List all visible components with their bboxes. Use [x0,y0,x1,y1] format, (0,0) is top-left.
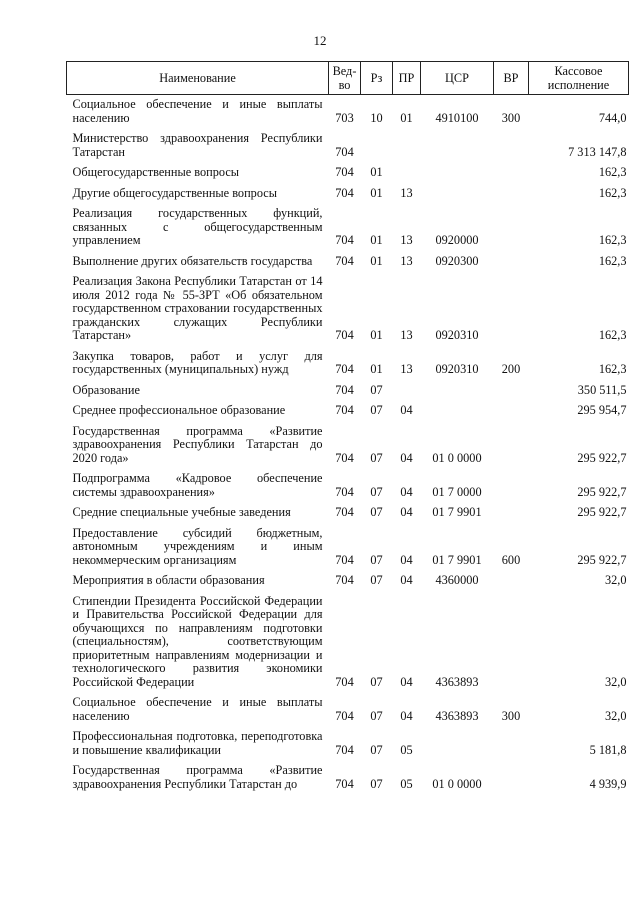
table-row [67,347,629,381]
row-ved: 704 [335,505,354,519]
table-row [67,571,629,592]
row-rz: 01 [370,362,383,376]
row-csr: 4910100 [435,110,479,125]
row-pr: 13 [400,233,413,247]
row-vr [494,252,529,273]
row-csr: 01 7 9901 [432,505,482,519]
row-vr [494,381,529,402]
row-amount: 162,3 [598,165,627,179]
header-vr: ВР [494,62,529,95]
row-ved: 704 [335,362,354,376]
row-vr [494,163,529,184]
row-rz: 07 [370,382,383,397]
table-row [67,401,629,422]
row-csr: 4363893 [435,708,479,723]
row-name: Социальное обеспечение и иные выплаты населению [72,695,323,723]
table-row [67,381,629,402]
row-name: Социальное обеспечение и иные выплаты населению [72,97,323,125]
row-amount: 32,0 [604,674,627,689]
row-rz: 07 [370,403,383,417]
row-name: Реализация государственных функций, связанных с общегосударственным управлением [72,206,323,247]
row-csr: 01 7 9901 [432,552,482,567]
row-name: Образование [72,382,140,397]
row-amount: 162,3 [598,253,627,268]
row-rz: 07 [370,450,383,465]
row-vr: 600 [501,552,521,567]
row-amount: 295 954,7 [577,403,627,417]
row-ved: 704 [335,185,354,200]
row-name: Государственная программа «Развитие здравоохранения Республики Татарстан до [72,763,323,791]
row-amount: 295 922,7 [577,505,627,519]
row-ved: 704 [335,674,354,689]
row-vr [494,592,529,694]
row-ved: 704 [335,776,354,791]
row-amount: 32,0 [604,573,627,587]
row-amount: 295 922,7 [577,450,627,465]
row-csr [421,381,494,402]
row-vr [494,469,529,503]
row-name: Предоставление субсидий бюджетным, автономным учреждениям и иным некоммерческим организациям [72,525,323,567]
row-rz: 07 [370,776,383,791]
row-amount: 32,0 [604,708,627,723]
row-pr: 05 [400,742,413,757]
row-name: Среднее профессиональное образование [72,403,286,417]
row-pr: 13 [400,253,413,268]
row-ved: 703 [335,110,354,125]
table-row [67,422,629,470]
table-row [67,503,629,524]
row-ved: 704 [335,450,354,465]
table-row [67,272,629,347]
row-rz: 07 [370,552,383,567]
table-header-row [67,62,629,95]
row-pr: 05 [400,776,413,791]
row-amount: 4 939,9 [589,776,627,791]
row-csr: 01 0 0000 [432,450,482,465]
row-csr: 4363893 [435,674,479,689]
row-rz: 07 [370,742,383,757]
header-ved: Вед- во [329,62,361,95]
row-name: Общегосударственные вопросы [72,165,240,179]
row-ved: 704 [335,484,354,499]
table-row [67,163,629,184]
table-row [67,184,629,205]
row-csr: 0920310 [435,328,479,342]
row-pr [393,381,421,402]
row-name: Мероприятия в области образования [72,573,265,587]
row-vr [494,503,529,524]
header-rz: Рз [361,62,393,95]
row-rz: 07 [370,505,383,519]
row-pr: 04 [400,505,413,519]
table-row [67,761,629,795]
table-row [67,592,629,694]
row-pr: 13 [400,362,413,376]
row-amount: 162,3 [598,328,627,342]
row-rz [361,129,393,163]
row-rz: 01 [370,328,383,342]
row-ved: 704 [335,552,354,567]
row-name: Закупка товаров, работ и услуг для государственных (муниципальных) нужд [72,348,323,376]
row-rz: 01 [370,233,383,247]
row-ved: 704 [335,382,354,397]
row-vr [494,401,529,422]
row-csr: 0920000 [435,233,479,247]
row-pr: 01 [400,110,413,125]
row-rz: 07 [370,573,383,587]
row-vr: 200 [501,362,521,376]
row-pr: 04 [400,573,413,587]
row-pr: 04 [400,484,413,499]
row-vr [494,727,529,761]
table-row [67,524,629,572]
row-rz: 01 [370,165,383,179]
table-row [67,469,629,503]
row-ved: 704 [335,708,354,723]
row-ved: 704 [335,573,354,587]
header-name: Наименование [67,62,329,95]
row-rz: 07 [370,708,383,723]
table-row [67,727,629,761]
row-vr [494,422,529,470]
table-row [67,252,629,273]
row-vr [494,761,529,795]
row-rz: 10 [370,110,383,125]
row-ved: 704 [335,403,354,417]
row-csr: 0920310 [435,362,479,376]
row-ved: 704 [335,742,354,757]
row-pr: 13 [400,328,413,342]
row-amount: 295 922,7 [577,484,627,499]
row-csr: 0920300 [435,253,479,268]
row-amount: 7 313 147,8 [568,144,627,159]
row-pr: 04 [400,552,413,567]
row-name: Государственная программа «Развитие здравоохранения Республики Татарстан до 2020 года» [72,423,323,465]
row-vr [494,272,529,347]
row-vr [494,184,529,205]
header-csr: ЦСР [421,62,494,95]
row-rz: 01 [370,185,383,200]
row-ved: 704 [335,233,354,247]
row-vr: 300 [501,708,521,723]
row-name: Средние специальные учебные заведения [72,505,291,519]
row-csr [421,401,494,422]
row-amount: 744,0 [598,110,627,125]
table-body [67,95,629,796]
table-row [67,693,629,727]
row-csr [421,727,494,761]
row-name: Реализация Закона Республики Татарстан от 14 июля 2012 года № 55-ЗРТ «Об обязательном государственном страховании государственных гражданских служащих Республики Татарстан» [72,274,323,342]
row-csr: 4360000 [435,573,479,587]
table-row [67,129,629,163]
row-ved: 704 [335,144,354,159]
row-pr: 13 [400,185,413,200]
row-pr: 04 [400,674,413,689]
row-name: Подпрограмма «Кадровое обеспечение системы здравоохранения» [72,471,323,499]
row-rz: 07 [370,674,383,689]
row-amount: 295 922,7 [577,552,627,567]
row-name: Профессиональная подготовка, переподготовка и повышение квалификации [72,729,323,757]
row-csr [421,163,494,184]
header-pr: ПР [393,62,421,95]
row-pr: 04 [400,708,413,723]
row-csr: 01 7 0000 [432,484,482,499]
row-name: Другие общегосударственные вопросы [72,185,277,200]
row-vr [494,571,529,592]
row-amount: 162,3 [598,362,627,376]
row-ved: 704 [335,328,354,342]
row-amount: 5 181,8 [589,742,627,757]
row-pr [393,129,421,163]
row-name: Стипендии Президента Российской Федерации и Правительства Российской Федерации для обучающихся по направлениям подготовки (специальностям), соответствующим приоритетным направлениям модернизации и технологического развития экономики Российской Федерации [72,593,323,689]
page-number: 12 [313,33,327,48]
row-amount: 162,3 [598,185,627,200]
row-pr: 04 [400,450,413,465]
row-name: Министерство здравоохранения Республики Татарстан [72,131,323,159]
row-vr [494,129,529,163]
row-amount: 162,3 [598,233,627,247]
row-csr [421,184,494,205]
budget-table [66,61,629,795]
row-csr: 01 0 0000 [432,776,482,791]
header-amount: Кассовое исполнение [529,62,629,95]
table-row [67,95,629,130]
row-vr [494,204,529,252]
row-name: Выполнение других обязательств государства [72,253,313,268]
row-csr [421,129,494,163]
row-ved: 704 [335,165,354,179]
row-pr: 04 [400,403,413,417]
row-vr: 300 [501,110,521,125]
table-row [67,204,629,252]
row-rz: 07 [370,484,383,499]
row-rz: 01 [370,253,383,268]
row-ved: 704 [335,253,354,268]
row-pr [393,163,421,184]
row-amount: 350 511,5 [577,382,627,397]
